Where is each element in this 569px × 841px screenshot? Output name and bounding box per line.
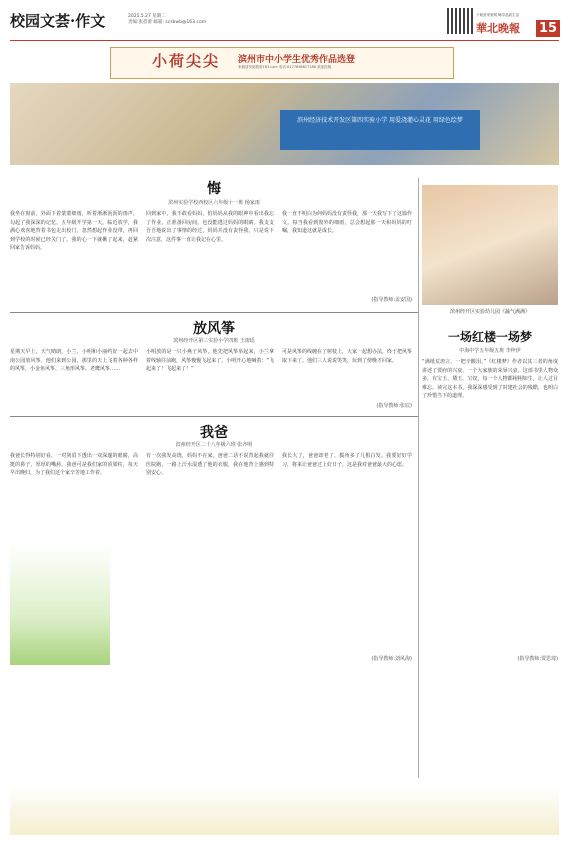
article-byline: 滨州实验学校西校区六年级十一班 杨家雨 <box>168 200 260 206</box>
issue-meta <box>128 14 206 26</box>
article-title: 我爸 <box>200 425 228 441</box>
column-divider <box>418 178 419 778</box>
article-body: 回到家中，我不敢看妈妈，怕妈妈从我的眼神中看出我忘了作业，正准备回房间，也没能逃过妈妈的眼睛。我支支吾吾地说出了事情的经过，妈妈并没有责怪我，只是说下次注意，这件事一直让我记在心里。 <box>146 211 274 243</box>
article-body: 我坐在窗前，外面下着蒙蒙细雨，听着淅淅沥沥的雨声，勾起了我深深的记忆。五年级开学第一天，临近放学，我满心欢喜地背着书包走出校门，忽然想起作业没带，再回到学校的时候已经关门了。我的心一下就揪了起来，赶紧回家告诉妈妈。 <box>10 211 138 251</box>
header-divider <box>10 40 559 41</box>
article-title: 一场红楼一场梦 <box>447 330 532 344</box>
section-divider <box>10 416 418 417</box>
section-divider <box>10 312 418 313</box>
article-body: 我长大了，爸爸却老了，鬓角多了几根白发。我要好好学习，将来让爸爸过上好日子，这是我对爸爸最大的心愿。 <box>282 453 412 468</box>
editor-line: 责编:张蓓蕾 邮箱: scsbwb@163.com <box>128 20 207 25</box>
side-photo <box>422 185 558 305</box>
teacher-credit: (指导教师:盖安国) <box>371 297 412 303</box>
article-body: 有一次我发高烧，妈妈不在家，爸爸二话不说背起我就往医院跑，一路上汗水湿透了他的衣服，我在他背上感到特别安心。 <box>146 453 274 476</box>
teacher-credit: (指导教师:张辰) <box>376 403 412 409</box>
article-byline: 中海中学五年级五班 李梓伊 <box>459 348 521 354</box>
banner-title: 小荷尖尖 <box>152 52 221 70</box>
article-body: 小明放的是一只小燕子风筝，他先把风筝举起来，小兰拿着线轴往前跑，风筝慢慢飞起来了。小明开心地喊着：“飞起来了！飞起来了！” <box>146 349 274 372</box>
section-title: 校园文荟·作文 <box>10 12 106 30</box>
issue-date: 2025.5.27 星期二 <box>128 14 166 19</box>
article-body: 可是风筝的线缠在了树枝上，大家一起想办法，终于把风筝取下来了。他们三人说说笑笑，玩到了傍晚才回家。 <box>282 349 412 364</box>
teacher-credit: (指导教师:刘风海) <box>371 656 412 662</box>
banner-contact: 来稿请发邮箱@163.com 电话:0177698817188 欢迎投稿 <box>238 65 332 69</box>
article-byline: 滨州经开区二十八年级六班 张齐明 <box>175 442 253 448</box>
photo-caption: 滨州经济技术开发区第四实验小学 用爱浇灌心灵花 用绿色绘梦 <box>280 110 480 150</box>
qr-text: 下载爱采家网 畅享品质生活 <box>476 13 520 17</box>
article-body: 星期天早上，天气晴朗，小兰、小明和小丽约好一起去中南公园放风筝。他们来到公园，那里的天上飞着各种各样的风筝，小金鱼风筝、三角形风筝、老鹰风筝…… <box>10 349 138 372</box>
banner-subtitle: 滨州市中小学生优秀作品选登 <box>238 55 356 65</box>
illustration <box>10 545 110 665</box>
bottom-decoration <box>10 785 559 835</box>
teacher-credit: (指导教师:贾思琦) <box>517 656 558 662</box>
qr-code-icon[interactable] <box>447 8 473 34</box>
article-body: “满纸荒唐言，一把辛酸泪。”《红楼梦》作者以其三者的角度讲述了贾府的兴衰，一个大家族的荣辱兴衰。这部书里人物众多，有宝玉、黛玉、宝钗，每一个人物都栩栩如生，让人过目难忘。读完这本书，我深深感受到了封建社会的残酷，也明白了珍惜当下的道理。 <box>422 359 558 399</box>
side-photo-caption: 滨州经开区实验幼儿园《蔬气满满》 <box>449 309 530 315</box>
page-number: 15 <box>536 20 560 37</box>
newspaper-logo: 華北晚報 <box>476 22 520 35</box>
article-byline: 滨州经开区第三实验小学四班 王雨瑶 <box>173 338 255 344</box>
article-title: 悔 <box>207 181 221 197</box>
article-body: 我爸长得特别好看，一对剑眉下透出一双深邃的眼睛，高挺的鼻子，厚厚的嘴唇。我爸可是我们家的顶梁柱，每天早出晚归，为了我们这个家辛苦地工作着。 <box>10 453 138 476</box>
article-body: 我一直不明白为何妈妈没有责怪我，那一天我写下了这篇作文，每当我看到窗外的细雨，总会想起那一天和妈妈的叮嘱，我知道这就是成长。 <box>282 211 412 234</box>
article-title: 放风筝 <box>193 321 235 337</box>
